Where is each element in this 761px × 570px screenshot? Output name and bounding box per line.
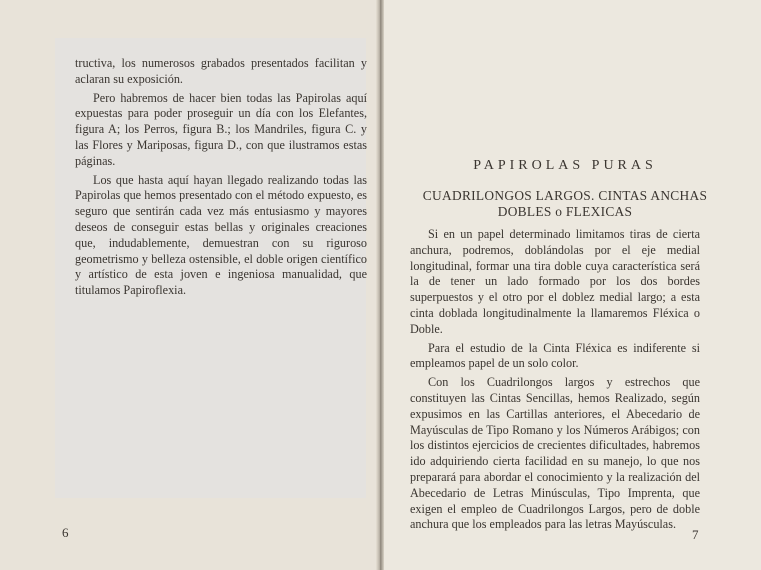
right-page-text [410, 227, 700, 533]
left-paragraph-3: Los que hasta aquí hayan llegado realizando todas las Papirolas que hemos presentado con el método expuesto, es seguro que sentirán cada vez más entusiasmo y mayores deseos de conseguir estas bellas y originales creaciones que, indudablemente, demuestran con su riguroso geometrismo y belleza ostensible, el doble origen científico y artístico de esta joven e ingeniosa manualidad, que titulamos Papiroflexia. [75, 172, 367, 298]
page-number-left: 6 [62, 525, 69, 540]
subtitle-line-2: DOBLES o FLEXICAS [497, 204, 633, 219]
right-paragraph-2: Para el estudio de la Cinta Fléxica es indiferente si empleamos papel de un solo color. [410, 340, 700, 371]
book-gutter [376, 0, 384, 570]
right-paragraph-3: Con los Cuadrilongos largos y estrechos que constituyen las Cintas Sencillas, hemos Realizado, según expusimos en las Cartillas anteriores, el Abecedario de Mayúsculas de Tipo Romano y los Números Arábigos; con los distintos ejercicios de crecientes dificultades, habremos ido adquiriendo cierta facilidad en su manejo, lo que nos preparará para abordar el conocimiento y la realización del Abecedario de Letras Minúsculas, Tipo Imprenta, que exigen el empleo de Cuadrilongos Largos, pero de doble anchura que los empleados para las letras Mayúsculas. [410, 375, 700, 532]
section-title: PAPIROLAS PURAS [473, 158, 657, 173]
left-page [0, 0, 380, 570]
left-page-text [75, 56, 367, 299]
left-paragraph-1: tructiva, los numerosos grabados presentados facilitan y aclaran su exposición. [75, 56, 367, 86]
left-paragraph-2: Pero habremos de hacer bien todas las Papirolas aquí expuestas para poder proseguir un día con los Elefantes, figura A; los Perros, figura B.; los Mandriles, figura C. y las Flores y Mariposas, figura D., con que ilustramos estas páginas. [75, 90, 367, 168]
right-paragraph-1: Si en un papel determinado limitamos tiras de cierta anchura, podremos, doblándolas por el eje medial longitudinal, formar una tira doble cuya característica será la de tener un lado formado por los dos bordes superpuestos y el otro por el doblez medial largo; a esta cinta doblada longitudinalmente la llamaremos Fléxica o Doble. [410, 227, 700, 336]
section-subtitle [400, 188, 730, 220]
page-number-right: 7 [692, 527, 699, 542]
subtitle-line-1: CUADRILONGOS LARGOS. CINTAS ANCHAS [422, 188, 708, 203]
